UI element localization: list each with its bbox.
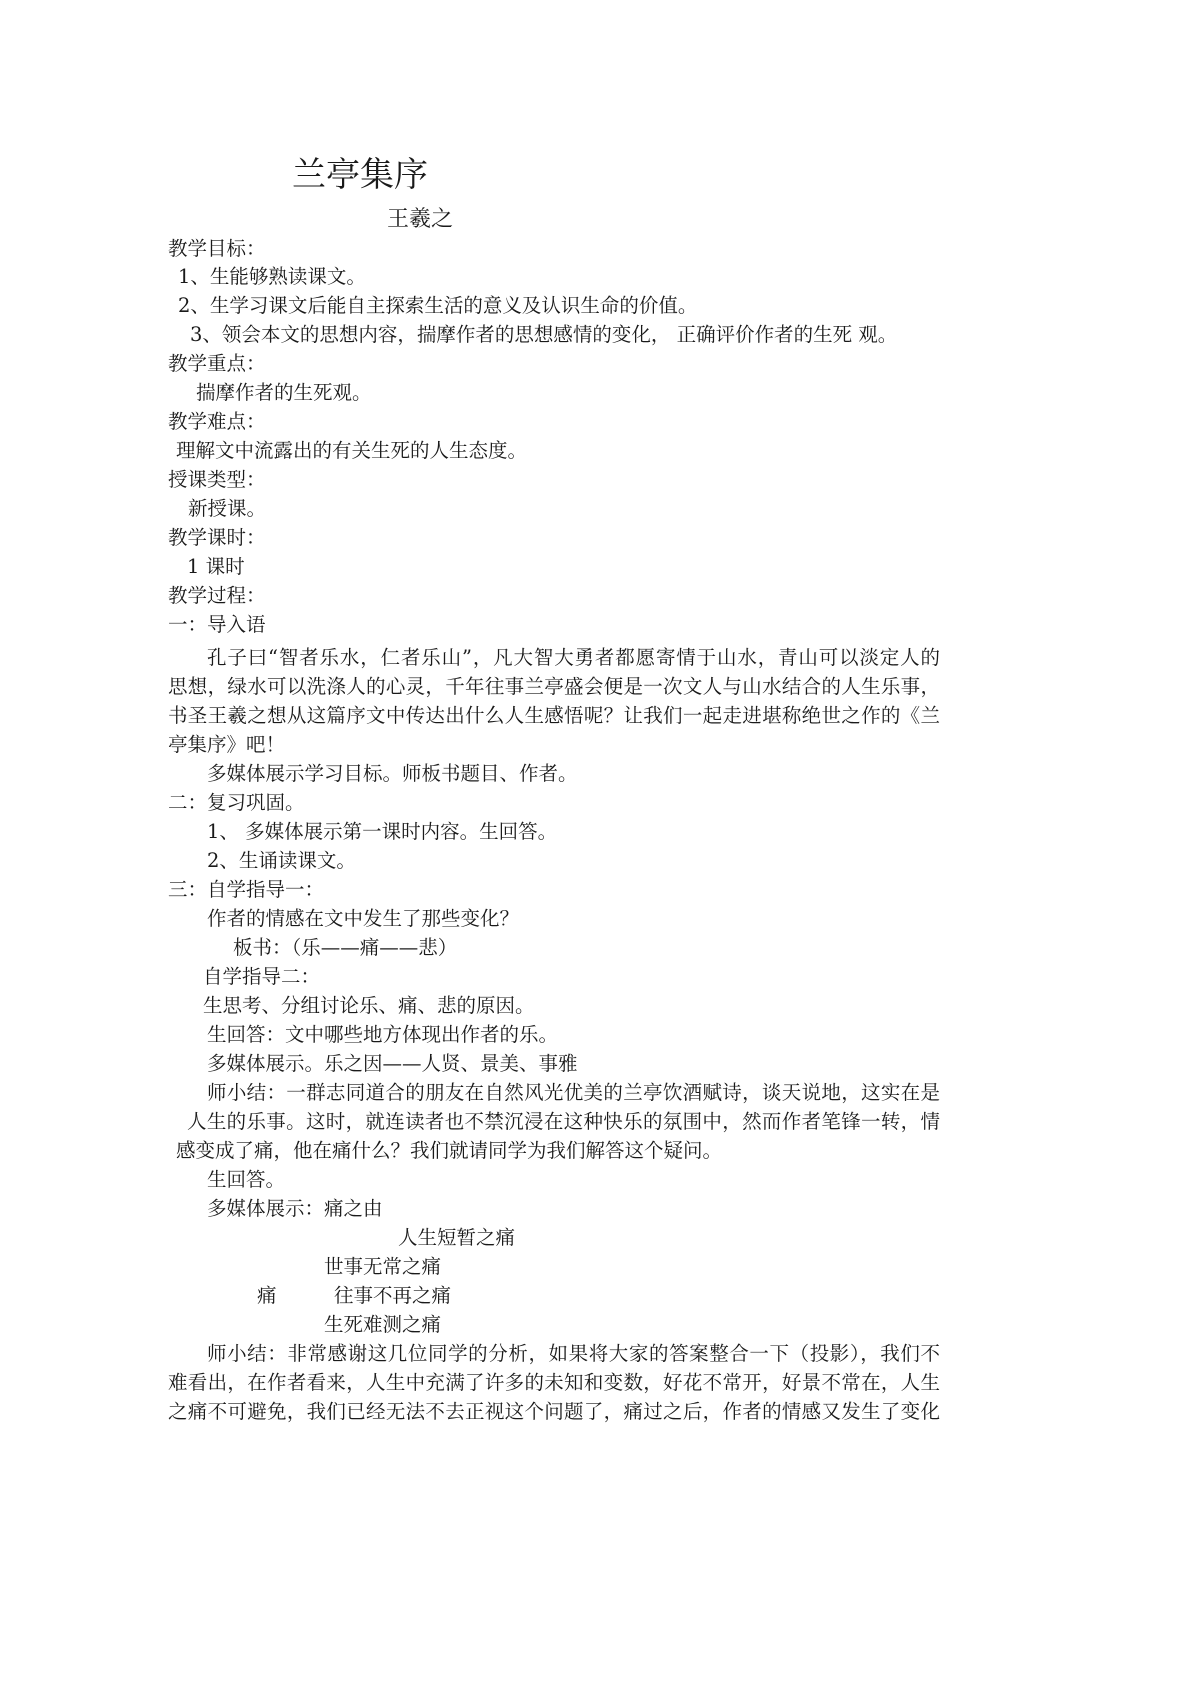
difficulty-heading: 教学难点：: [168, 410, 266, 433]
document-title: 兰亭集序: [292, 155, 428, 195]
section-heading-self-study: 三：自学指导一：: [168, 878, 325, 901]
lesson-hours-heading: 教学课时：: [168, 526, 266, 549]
section-heading-review: 二：复习巩固。: [168, 791, 305, 814]
media-display-pain: 多媒体展示：痛之由: [207, 1197, 383, 1220]
intro-paragraph-line: 书圣王羲之想从这篇序文中传达出什么人生感悟呢？让我们一起走进堪称绝世之作的《兰: [168, 704, 940, 727]
summary-line: 师小结：一群志同道合的朋友在自然风光优美的兰亭饮酒赋诗，谈天说地，这实在是: [207, 1081, 940, 1104]
objective-item: 3、领会本文的思想内容，揣摩作者的思想感情的变化， 正确评价作者的生死 观。: [190, 323, 898, 346]
review-item: 1、 多媒体展示第一课时内容。生回答。: [207, 820, 558, 843]
pain-reason-item: 往事不再之痛: [334, 1284, 452, 1307]
pain-reason-item: 生死难测之痛: [324, 1313, 442, 1336]
document-author: 王羲之: [387, 207, 454, 232]
difficulty-text: 理解文中流露出的有关生死的人生态度。: [176, 439, 528, 462]
summary-line: 人生的乐事。这时，就连读者也不禁沉浸在这种快乐的氛围中，然而作者笔锋一转，情: [187, 1110, 940, 1133]
summary-line: 感变成了痛，他在痛什么？我们就请同学为我们解答这个疑问。: [176, 1139, 723, 1162]
summary-line: 难看出，在作者看来，人生中充满了许多的未知和变数，好花不常开，好景不常在，人生: [168, 1371, 940, 1394]
summary-line: 之痛不可避免，我们已经无法不去正视这个问题了，痛过之后，作者的情感又发生了变化: [168, 1400, 940, 1423]
pain-center-label: 痛: [257, 1284, 277, 1307]
pain-reason-item: 人生短暂之痛: [398, 1226, 516, 1249]
intro-paragraph-line: 亭集序》吧！: [168, 733, 286, 756]
key-point-text: 揣摩作者的生死观。: [196, 381, 372, 404]
section-heading-intro: 一：导入语: [168, 613, 266, 636]
pain-reason-item: 世事无常之痛: [324, 1255, 442, 1278]
lesson-type-text: 新授课。: [188, 497, 267, 520]
student-answer: 生回答。: [207, 1168, 286, 1191]
intro-note: 多媒体展示学习目标。师板书题目、作者。: [207, 762, 578, 785]
objective-item: 2、生学习课文后能自主探索生活的意义及认识生命的价值。: [178, 294, 698, 317]
answer-question: 生回答：文中哪些地方体现出作者的乐。: [207, 1023, 559, 1046]
lesson-hours-text: 1 课时: [187, 555, 245, 578]
review-item: 2、生诵读课文。: [207, 849, 356, 872]
objective-item: 1、生能够熟读课文。: [178, 265, 366, 288]
intro-paragraph-line: 孔子曰“智者乐水，仁者乐山”，凡大智大勇者都愿寄情于山水，青山可以淡定人的: [207, 646, 940, 669]
objectives-heading: 教学目标：: [168, 237, 266, 260]
process-heading: 教学过程：: [168, 584, 266, 607]
intro-paragraph-line: 思想，绿水可以洗涤人的心灵，千年往事兰亭盛会便是一次文人与山水结合的人生乐事，: [168, 675, 940, 698]
board-writing: 板书：（乐——痛——悲）: [233, 936, 458, 959]
media-display-joy: 多媒体展示。乐之因——人贤、景美、事雅: [207, 1052, 578, 1075]
lesson-type-heading: 授课类型：: [168, 468, 266, 491]
summary-line: 师小结：非常感谢这几位同学的分析，如果将大家的答案整合一下（投影），我们不: [207, 1342, 940, 1365]
self-study-guide-two: 自学指导二：: [203, 965, 321, 988]
key-point-heading: 教学重点：: [168, 352, 266, 375]
self-study-question: 作者的情感在文中发生了那些变化？: [207, 907, 520, 930]
discussion-text: 生思考、分组讨论乐、痛、悲的原因。: [203, 994, 535, 1017]
